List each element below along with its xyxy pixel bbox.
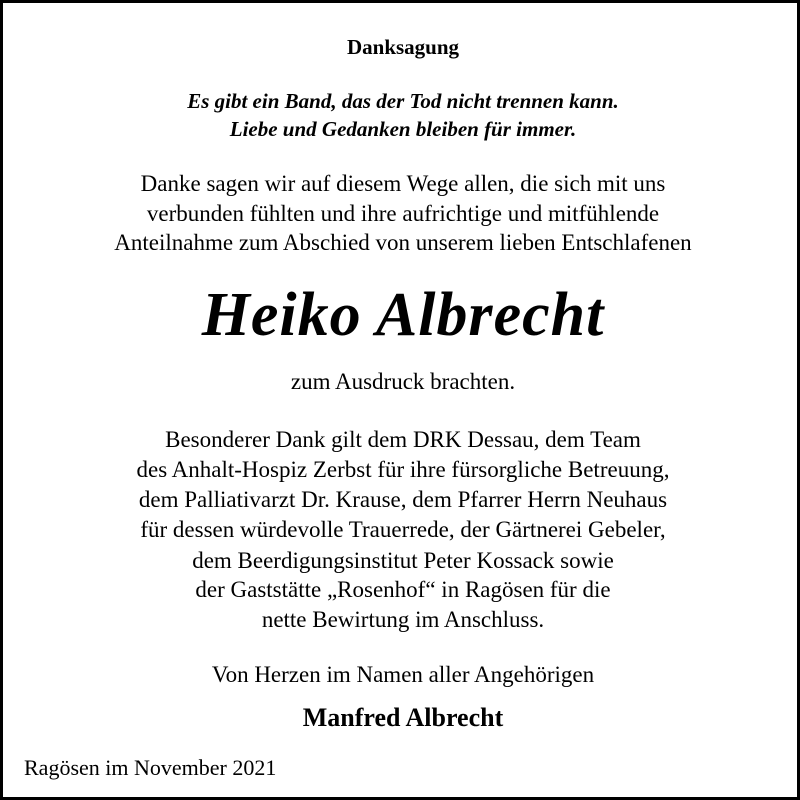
closing-line: Von Herzen im Namen aller Angehörigen	[211, 662, 595, 687]
thanks-line: dem Palliativarzt Dr. Krause, dem Pfarrer Herrn Neuhaus	[138, 487, 668, 512]
thanks-line: der Gaststätte „Rosenhof“ in Ragösen für die	[195, 577, 611, 602]
after-name-line: zum Ausdruck brachten.	[290, 369, 516, 394]
intro-line: Danke sagen wir auf diesem Wege allen, die sich mit uns	[140, 171, 666, 196]
thanks-line: des Anhalt-Hospiz Zerbst für ihre fürsorgliche Betreuung,	[136, 457, 670, 482]
thanks-line: nette Bewirtung im Anschluss.	[261, 607, 545, 632]
deceased-name: Heiko Albrecht	[201, 281, 605, 349]
notice-title: Danksagung	[346, 35, 460, 59]
intro-line: verbunden fühlten und ihre aufrichtige und mitfühlende	[146, 201, 660, 226]
thanks-line: dem Beerdigungsinstitut Peter Kossack sowie	[192, 548, 614, 573]
thanks-line: für dessen würdevolle Trauerrede, der Gärtnerei Gebeler,	[140, 517, 666, 542]
place-date: Ragösen im November 2021	[24, 755, 277, 780]
motto-line: Es gibt ein Band, das der Tod nicht trennen kann.	[187, 89, 619, 113]
signer-name: Manfred Albrecht	[302, 703, 504, 732]
thanks-line: Besonderer Dank gilt dem DRK Dessau, dem Team	[165, 427, 641, 452]
intro-line: Anteilnahme zum Abschied von unserem lieben Entschlafenen	[114, 230, 692, 255]
motto-line: Liebe und Gedanken bleiben für immer.	[229, 117, 577, 141]
